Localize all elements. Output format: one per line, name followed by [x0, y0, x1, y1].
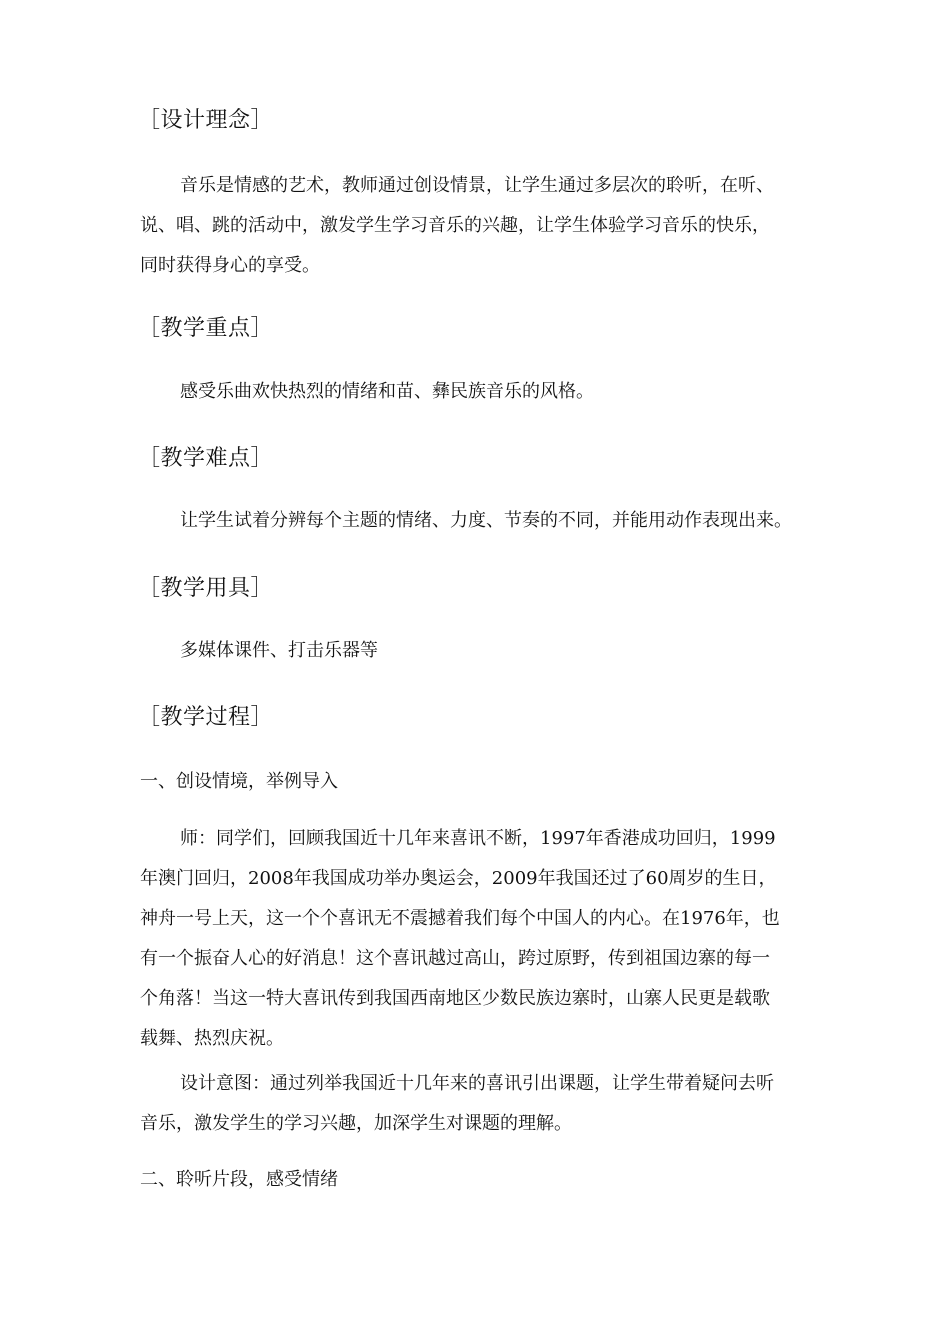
paragraph-difficulties: 让学生试着分辨每个主题的情绪、力度、节奏的不同，并能用动作表现出来。 [180, 510, 792, 531]
heading-key-points: ［教学重点］ [138, 316, 274, 341]
paragraph-line: 有一个振奋人心的好消息！这个喜讯越过高山，跨过原野，传到祖国边寨的每一 [140, 948, 770, 969]
heading-tools: ［教学用具］ [138, 576, 274, 601]
paragraph-key-points: 感受乐曲欢快热烈的情绪和苗、彝民族音乐的风格。 [180, 381, 594, 402]
process-step2-title: 二、聆听片段，感受情绪 [140, 1169, 338, 1190]
paragraph-line: 同时获得身心的享受。 [140, 255, 320, 276]
heading-design-concept: ［设计理念］ [138, 108, 274, 133]
paragraph-line: 年澳门回归，2008年我国成功举办奥运会，2009年我国还过了60周岁的生日， [140, 868, 777, 889]
paragraph-line: 师：同学们，回顾我国近十几年来喜讯不断，1997年香港成功回归，1999 [180, 828, 776, 849]
paragraph-line: 神舟一号上天，这一个个喜讯无不震撼着我们每个中国人的内心。在1976年，也 [140, 908, 780, 929]
paragraph-line: 音乐是情感的艺术，教师通过创设情景，让学生通过多层次的聆听，在听、 [180, 175, 774, 196]
paragraph-line: 音乐，激发学生的学习兴趣，加深学生对课题的理解。 [140, 1113, 572, 1134]
process-step1-title: 一、创设情境，举例导入 [140, 771, 338, 792]
paragraph-design-intent [140, 1064, 830, 1144]
heading-process: ［教学过程］ [138, 705, 274, 730]
paragraph-teacher [140, 819, 830, 1059]
paragraph-line: 个角落！当这一特大喜讯传到我国西南地区少数民族边寨时，山寨人民更是载歌 [140, 988, 770, 1009]
paragraph-line: 设计意图：通过列举我国近十几年来的喜讯引出课题，让学生带着疑问去听 [180, 1073, 774, 1094]
paragraph-line: 说、唱、跳的活动中，激发学生学习音乐的兴趣，让学生体验学习音乐的快乐， [140, 215, 770, 236]
heading-difficulties: ［教学难点］ [138, 446, 274, 471]
paragraph-line: 载舞、热烈庆祝。 [140, 1028, 284, 1049]
paragraph-tools: 多媒体课件、打击乐器等 [180, 640, 378, 661]
paragraph-design-concept [140, 166, 830, 286]
